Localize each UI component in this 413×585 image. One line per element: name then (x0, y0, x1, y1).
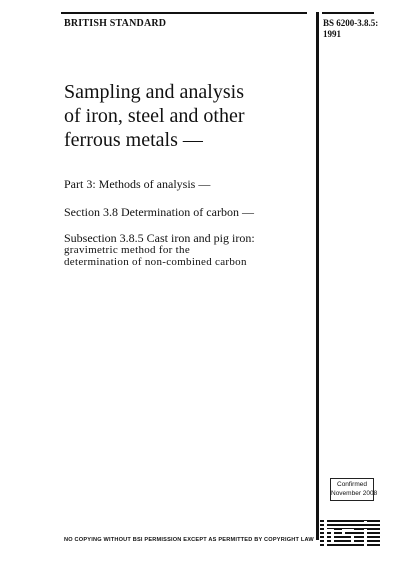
header-rule-right (322, 12, 374, 14)
vertical-divider (316, 12, 319, 540)
subsection-line-3: determination of non-combined carbon (64, 256, 247, 268)
subsection-line-2: gravimetric method for the (64, 244, 191, 256)
bsi-logo-icon (320, 518, 380, 548)
confirmed-stamp (330, 478, 378, 501)
standard-number-line2: 1991 (323, 29, 341, 39)
stamp-line-2: November 2008 (331, 490, 378, 497)
standard-number-line1: BS 6200-3.8.5: (323, 18, 379, 28)
title-line-3: ferrous metals — (64, 129, 203, 151)
subsection-heading (64, 232, 314, 268)
publisher-label: BRITISH STANDARD (64, 18, 167, 29)
section-heading: Section 3.8 Determination of carbon — (64, 205, 254, 219)
title-line-1: Sampling and analysis (64, 81, 244, 103)
document-title (64, 80, 314, 152)
stamp-line-1: Confirmed (337, 481, 367, 488)
title-line-2: of iron, steel and other (64, 105, 245, 127)
part-heading: Part 3: Methods of analysis — (64, 177, 211, 191)
copyright-notice: NO COPYING WITHOUT BSI PERMISSION EXCEPT AS PERMITTED BY COPYRIGHT LAW (64, 537, 314, 543)
standard-number (323, 18, 378, 40)
subsection-line-1: Subsection 3.8.5 Cast iron and pig iron: (64, 231, 255, 245)
header-rule (61, 12, 307, 14)
